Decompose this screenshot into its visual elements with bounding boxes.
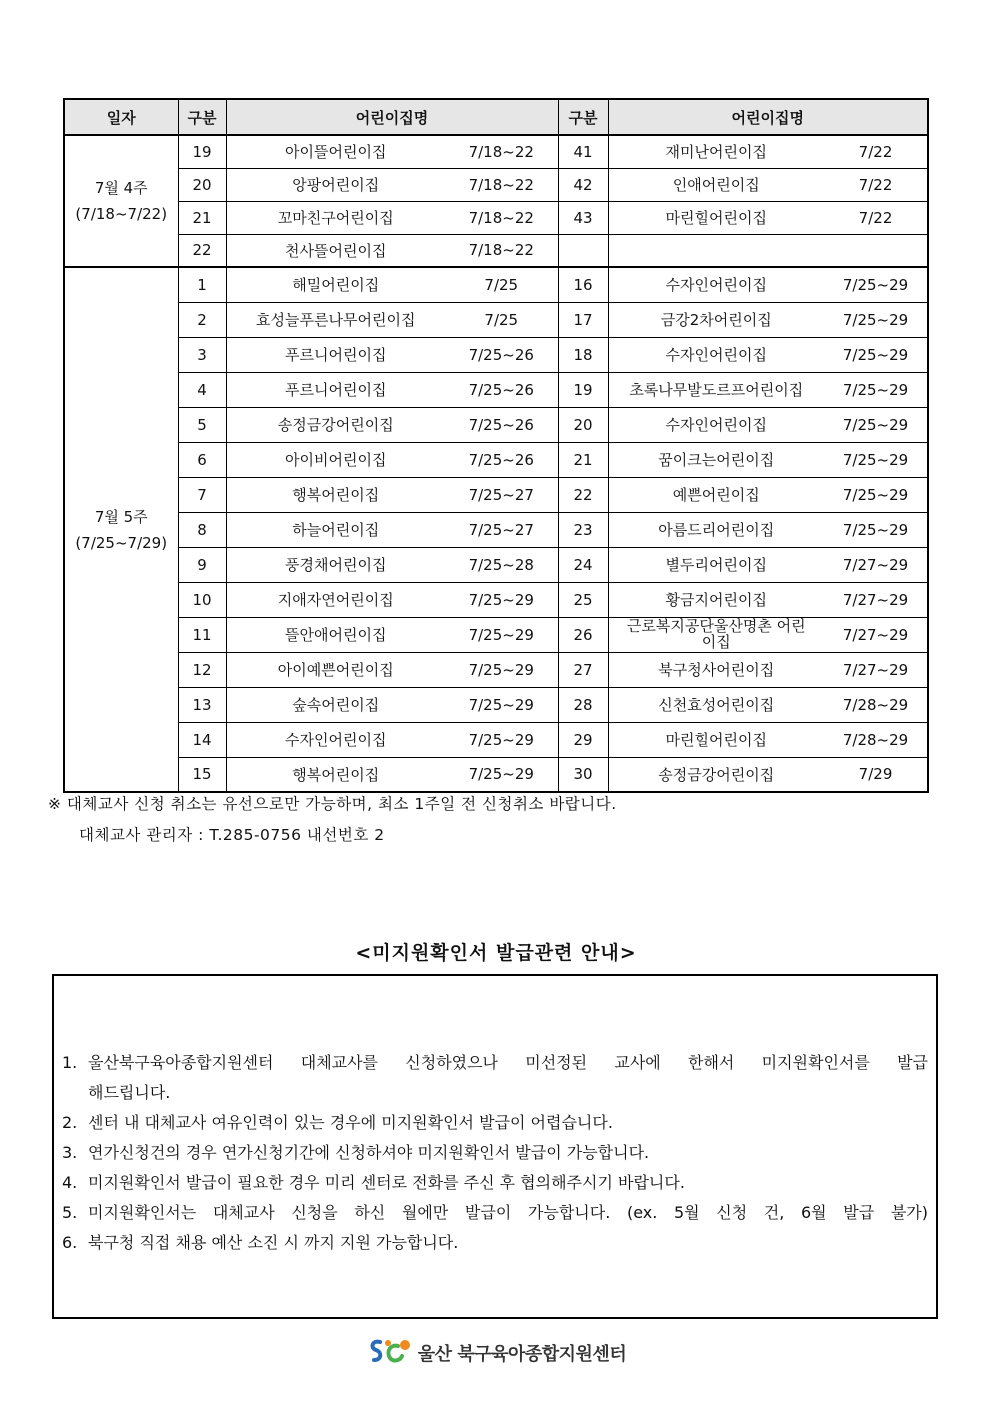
row-number-right: 22 — [558, 477, 608, 512]
period-left: 7/18~22 — [445, 168, 558, 201]
daycare-name-right: 마린힐어린이집 — [608, 201, 824, 234]
row-number-left: 5 — [178, 407, 226, 442]
header-daycare-name-left: 어린이집명 — [226, 99, 558, 135]
row-number-right: 20 — [558, 407, 608, 442]
guide-item-number: 5. — [62, 1203, 78, 1222]
guide-box — [52, 974, 938, 1319]
guide-item-text: 울산북구육아종합지원센터 대체교사를 신청하였으나 미선정된 교사에 한해서 미지원확인서를 발급 — [88, 1053, 928, 1072]
guide-item-text: 북구청 직접 채용 예산 소진 시 까지 지원 가능합니다. — [88, 1233, 459, 1252]
period-right: 7/25~29 — [824, 337, 928, 372]
period-left: 7/25~27 — [445, 512, 558, 547]
period-left: 7/25~29 — [445, 722, 558, 757]
period-left: 7/25 — [445, 302, 558, 337]
guide-item — [62, 1138, 928, 1168]
center-name: 울산 북구육아종합지원센터 — [417, 1344, 627, 1365]
week-label: 7월 4주 — [94, 179, 148, 197]
daycare-name-left: 수자인어린이집 — [226, 722, 445, 757]
guide-item — [62, 1108, 928, 1138]
row-number-left: 22 — [178, 234, 226, 267]
table-row — [64, 652, 928, 687]
week5-group — [64, 267, 928, 792]
guide-item-continuation — [62, 1078, 928, 1108]
period-left: 7/18~22 — [445, 201, 558, 234]
guide-item-text: 연가신청건의 경우 연가신청기간에 신청하셔야 미지원확인서 발급이 가능합니다. — [88, 1143, 650, 1162]
period-right: 7/25~29 — [824, 372, 928, 407]
row-number-right: 19 — [558, 372, 608, 407]
guide-item-number: 6. — [62, 1233, 78, 1252]
row-number-right: 23 — [558, 512, 608, 547]
period-right: 7/27~29 — [824, 652, 928, 687]
daycare-name-left: 행복어린이집 — [226, 757, 445, 792]
table-row — [64, 442, 928, 477]
table-row — [64, 302, 928, 337]
period-left: 7/25~27 — [445, 477, 558, 512]
period-right: 7/25~29 — [824, 302, 928, 337]
row-number-right: 16 — [558, 267, 608, 302]
daycare-name-right: 수자인어린이집 — [608, 407, 824, 442]
daycare-name-left: 해밀어린이집 — [226, 267, 445, 302]
daycare-name-left: 꼬마친구어린이집 — [226, 201, 445, 234]
period-right: 7/22 — [824, 201, 928, 234]
period-left: 7/25~29 — [445, 757, 558, 792]
table-row — [64, 337, 928, 372]
daycare-name-left: 아이비어린이집 — [226, 442, 445, 477]
period-right: 7/25~29 — [824, 512, 928, 547]
period-right: 7/27~29 — [824, 582, 928, 617]
row-number-right: 30 — [558, 757, 608, 792]
table-row — [64, 135, 928, 168]
row-number-left: 14 — [178, 722, 226, 757]
daycare-name-right: 북구청사어린이집 — [608, 652, 824, 687]
period-right: 7/25~29 — [824, 267, 928, 302]
row-number-right: 28 — [558, 687, 608, 722]
row-number-right: 26 — [558, 617, 608, 652]
daycare-name-left: 행복어린이집 — [226, 477, 445, 512]
table-row — [64, 757, 928, 792]
row-number-left: 9 — [178, 547, 226, 582]
daycare-name-left: 송정금강어린이집 — [226, 407, 445, 442]
daycare-name-left: 아이예쁜어린이집 — [226, 652, 445, 687]
week-date-cell — [64, 267, 178, 792]
table-row — [64, 617, 928, 652]
period-right: 7/25~29 — [824, 477, 928, 512]
row-number-left: 8 — [178, 512, 226, 547]
row-number-right: 25 — [558, 582, 608, 617]
daycare-name-left: 하늘어린이집 — [226, 512, 445, 547]
guide-item-text: 센터 내 대체교사 여유인력이 있는 경우에 미지원확인서 발급이 어렵습니다. — [88, 1113, 613, 1132]
daycare-name-right: 초록나무발도르프어린이집 — [608, 372, 824, 407]
table-row — [64, 267, 928, 302]
guide-item-text: 미지원확인서는 대체교사 신청을 하신 월에만 발급이 가능합니다. (ex. 5월 신청 건, 6월 발급 불가) — [88, 1203, 928, 1222]
cancel-note: ※ 대체교사 신청 취소는 유선으로만 가능하며, 최소 1주일 전 신청취소 바랍니다. — [48, 795, 617, 813]
header-number-right: 구분 — [558, 99, 608, 135]
row-number-right: 17 — [558, 302, 608, 337]
table-row — [64, 582, 928, 617]
center-logo-icon — [366, 1336, 412, 1370]
guide-list — [62, 1048, 928, 1258]
period-right: 7/25~29 — [824, 442, 928, 477]
guide-item — [62, 1198, 928, 1228]
daycare-name-right: 재미난어린이집 — [608, 135, 824, 168]
period-right: 7/22 — [824, 135, 928, 168]
guide-item — [62, 1048, 928, 1078]
daycare-name-right: 신천효성어린이집 — [608, 687, 824, 722]
footer — [0, 1336, 992, 1370]
table-row — [64, 477, 928, 512]
table-row — [64, 168, 928, 201]
row-number-left: 10 — [178, 582, 226, 617]
daycare-name-right: 아름드리어린이집 — [608, 512, 824, 547]
row-number-right: 24 — [558, 547, 608, 582]
period-left: 7/25~29 — [445, 687, 558, 722]
row-number-right: 21 — [558, 442, 608, 477]
period-right: 7/25~29 — [824, 407, 928, 442]
row-number-left: 20 — [178, 168, 226, 201]
manager-contact: 대체교사 관리자 : T.285-0756 내선번호 2 — [79, 826, 385, 844]
row-number-right: 27 — [558, 652, 608, 687]
header-daycare-name-right: 어린이집명 — [608, 99, 928, 135]
period-left: 7/25~28 — [445, 547, 558, 582]
daycare-name-right: 금강2차어린이집 — [608, 302, 824, 337]
daycare-name-left: 효성늘푸른나무어린이집 — [226, 302, 445, 337]
row-number-left: 2 — [178, 302, 226, 337]
table-row — [64, 687, 928, 722]
row-number-left: 1 — [178, 267, 226, 302]
table-row — [64, 722, 928, 757]
daycare-name-left: 뜰안애어린이집 — [226, 617, 445, 652]
row-number-right: 42 — [558, 168, 608, 201]
row-number-left: 19 — [178, 135, 226, 168]
period-right: 7/27~29 — [824, 547, 928, 582]
daycare-name-right — [608, 617, 824, 652]
table-row — [64, 407, 928, 442]
daycare-name-left: 숲속어린이집 — [226, 687, 445, 722]
row-number-left: 15 — [178, 757, 226, 792]
daycare-name-right — [608, 234, 824, 267]
daycare-name-right: 꿈이크는어린이집 — [608, 442, 824, 477]
row-number-right: 43 — [558, 201, 608, 234]
daycare-name-right: 별두리어린이집 — [608, 547, 824, 582]
row-number-left: 4 — [178, 372, 226, 407]
row-number-left: 3 — [178, 337, 226, 372]
row-number-right: 41 — [558, 135, 608, 168]
guide-item-number: 1. — [62, 1053, 78, 1072]
period-left: 7/25~26 — [445, 407, 558, 442]
table-row — [64, 372, 928, 407]
daycare-name-left: 천사뜰어린이집 — [226, 234, 445, 267]
period-right — [824, 234, 928, 267]
period-right: 7/22 — [824, 168, 928, 201]
row-number-left: 21 — [178, 201, 226, 234]
daycare-name-right: 마린힐어린이집 — [608, 722, 824, 757]
table-header-row — [64, 99, 928, 135]
guide-item-number: 3. — [62, 1143, 78, 1162]
period-left: 7/25~29 — [445, 652, 558, 687]
period-right: 7/28~29 — [824, 687, 928, 722]
daycare-name-left: 풍경채어린이집 — [226, 547, 445, 582]
daycare-name-right: 인애어린이집 — [608, 168, 824, 201]
daycare-name-left: 앙팡어린이집 — [226, 168, 445, 201]
period-left: 7/25~26 — [445, 442, 558, 477]
guide-item-text: 미지원확인서 발급이 필요한 경우 미리 센터로 전화를 주신 후 협의해주시기 바랍니다. — [88, 1173, 685, 1192]
row-number-left: 6 — [178, 442, 226, 477]
period-left: 7/18~22 — [445, 135, 558, 168]
substitute-teacher-schedule-table — [63, 98, 929, 793]
period-left: 7/25~29 — [445, 582, 558, 617]
period-left: 7/25~26 — [445, 337, 558, 372]
guide-item-number: 4. — [62, 1173, 78, 1192]
row-number-left: 12 — [178, 652, 226, 687]
daycare-name-left: 아이뜰어린이집 — [226, 135, 445, 168]
week-range: (7/18~7/22) — [75, 205, 168, 223]
week-date-cell — [64, 135, 178, 267]
table-row — [64, 234, 928, 267]
guide-title: <미지원확인서 발급관련 안내> — [355, 942, 637, 964]
table-row — [64, 201, 928, 234]
period-left: 7/18~22 — [445, 234, 558, 267]
daycare-name-left: 푸르니어린이집 — [226, 372, 445, 407]
period-left: 7/25 — [445, 267, 558, 302]
period-right: 7/29 — [824, 757, 928, 792]
row-number-right: 29 — [558, 722, 608, 757]
table-row — [64, 512, 928, 547]
daycare-name-right: 수자인어린이집 — [608, 267, 824, 302]
daycare-name-right: 황금지어린이집 — [608, 582, 824, 617]
daycare-name-left: 지애자연어린이집 — [226, 582, 445, 617]
daycare-name-right: 예쁜어린이집 — [608, 477, 824, 512]
period-left: 7/25~29 — [445, 617, 558, 652]
header-number-left: 구분 — [178, 99, 226, 135]
row-number-right — [558, 234, 608, 267]
guide-item-number: 2. — [62, 1113, 78, 1132]
period-right: 7/28~29 — [824, 722, 928, 757]
week-label: 7월 5주 — [94, 507, 148, 526]
row-number-right: 18 — [558, 337, 608, 372]
daycare-name-right: 수자인어린이집 — [608, 337, 824, 372]
daycare-name-text: 근로복지공단울산명촌 어린이집 — [626, 617, 806, 651]
guide-item-text: 해드립니다. — [88, 1083, 171, 1102]
guide-item — [62, 1228, 928, 1258]
week-range: (7/25~7/29) — [75, 533, 168, 552]
week4-group — [64, 135, 928, 267]
header-date: 일자 — [64, 99, 178, 135]
period-left: 7/25~26 — [445, 372, 558, 407]
period-right: 7/27~29 — [824, 617, 928, 652]
table-row — [64, 547, 928, 582]
row-number-left: 11 — [178, 617, 226, 652]
row-number-left: 13 — [178, 687, 226, 722]
daycare-name-left: 푸르니어린이집 — [226, 337, 445, 372]
daycare-name-right: 송정금강어린이집 — [608, 757, 824, 792]
guide-item — [62, 1168, 928, 1198]
row-number-left: 7 — [178, 477, 226, 512]
